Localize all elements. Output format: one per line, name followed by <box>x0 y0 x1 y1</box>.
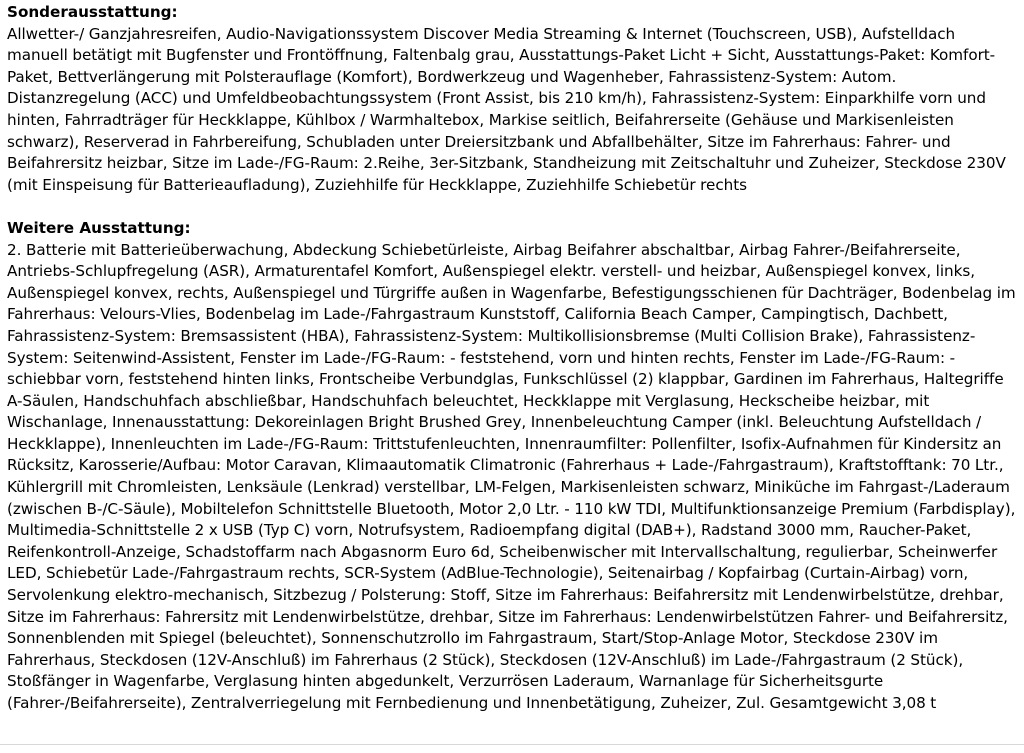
further-equipment-section <box>7 218 1017 715</box>
further-equipment-heading: Weitere Ausstattung: <box>7 218 191 237</box>
section-spacer <box>7 196 1017 218</box>
bottom-divider <box>0 744 1024 745</box>
special-equipment-section <box>7 2 1017 196</box>
further-equipment-list: 2. Batterie mit Batterieüberwachung, Abdeckung Schiebetürleiste, Airbag Beifahrer abschaltbar, Airbag Fahrer-/Beifahrerseite, Antriebs-Schlupfregelung (ASR), Armaturentafel Komfort, Außenspiegel elektr. verstell- und heizbar, Außenspiegel konvex, links, Außenspiegel konvex, rechts, Außenspiegel und Türgriffe außen in Wagenfarbe, Befestigungsschienen für Dachträger, Bodenbelag im Fahrerhaus: Velours-Vlies, Bodenbelag im Lade-/Fahrgastraum Kunststoff, California Beach Camper, Campingtisch, Dachbett, Fahrassistenz-System: Bremsassistent (HBA), Fahrassistenz-System: Multikollisionsbremse (Multi Collision Brake), Fahrassistenz-System: Seitenwind-Assistent, Fenster im Lade-/FG-Raum: - feststehend, vorn und hinten rechts, Fenster im Lade-/FG-Raum: - schiebbar vorn, feststehend hinten links, Frontscheibe Verbundglas, Funkschlüssel (2) klappbar, Gardinen im Fahrerhaus, Haltegriffe A-Säulen, Handschuhfach abschließbar, Handschuhfach beleuchtet, Heckklappe mit Verglasung, Heckscheibe heizbar, mit Wischanlage, Innenausstattung: Dekoreinlagen Bright Brushed Grey, Innenbeleuchtung Camper (inkl. Beleuchtung Aufstelldach / Heckklappe), Innenleuchten im Lade-/FG-Raum: Trittstufenleuchten, Innenraumfilter: Pollenfilter, Isofix-Aufnahmen für Kindersitz an Rücksitz, Karosserie/Aufbau: Motor Caravan, Klimaautomatik Climatronic (Fahrerhaus + Lade-/Fahrgastraum), Kraftstofftank: 70 Ltr., Kühlergrill mit Chromleisten, Lenksäule (Lenkrad) verstellbar, LM-Felgen, Markisenleisten schwarz, Miniküche im Fahrgast-/Laderaum (zwischen B-/C-Säule), Mobiltelefon Schnittstelle Bluetooth, Motor 2,0 Ltr. - 110 kW TDI, Multifunktionsanzeige Premium (Farbdisplay), Multimedia-Schnittstelle 2 x USB (Typ C) vorn, Notrufsystem, Radioempfang digital (DAB+), Radstand 3000 mm, Raucher-Paket, Reifenkontroll-Anzeige, Schadstoffarm nach Abgasnorm Euro 6d, Scheibenwischer mit Intervallschaltung, regulierbar, Scheinwerfer LED, Schiebetür Lade-/Fahrgastraum rechts, SCR-System (AdBlue-Technologie), Seitenairbag / Kopfairbag (Curtain-Airbag) vorn, Servolenkung elektro-mechanisch, Sitzbezug / Polsterung: Stoff, Sitze im Fahrerhaus: Beifahrersitz mit Lendenwirbelstütze, drehbar, Sitze im Fahrerhaus: Fahrersitz mit Lendenwirbelstütze, drehbar, Sitze im Fahrerhaus: Lendenwirbelstützen Fahrer- und Beifahrersitz, Sonnenblenden mit Spiegel (beleuchtet), Sonnenschutzrollo im Fahrgastraum, Start/Stop-Anlage Motor, Steckdose 230V im Fahrerhaus, Steckdosen (12V-Anschluß) im Fahrerhaus (2 Stück), Steckdosen (12V-Anschluß) im Lade-/Fahrgastraum (2 Stück), Stoßfänger in Wagenfarbe, Verglasung hinten abgedunkelt, Verzurrösen Laderaum, Warnanlage für Sicherheitsgurte (Fahrer-/Beifahrerseite), Zentralverriegelung mit Fernbedienung und Innenbetätigung, Zuheizer, Zul. Gesamtgewicht 3,08 t <box>7 240 1016 712</box>
special-equipment-heading: Sonderausstattung: <box>7 3 178 21</box>
special-equipment-list: Allwetter-/ Ganzjahresreifen, Audio-Navigationssystem Discover Media Streaming & Internet (Touchscreen, USB), Aufstelldach manuell betätigt mit Bugfenster und Frontöffnung, Faltenbalg grau, Ausstattungs-Paket Licht + Sicht, Ausstattungs-Paket: Komfort-Paket, Bettverlängerung mit Polsterauflage (Komfort), Bordwerkzeug und Wagenheber, Fahrassistenz-System: Autom. Distanzregelung (ACC) und Umfeldbeobachtungssystem (Front Assist, bis 210 km/h), Fahrassistenz-System: Einparkhilfe vorn und hinten, Fahrradträger für Heckklappe, Kühlbox / Warmhaltebox, Markise seitlich, Beifahrerseite (Gehäuse und Markisenleisten schwarz), Reserverad in Fahrbereifung, Schubladen unter Dreiersitzbank und Abfallbehälter, Sitze im Fahrerhaus: Fahrer- und Beifahrersitz heizbar, Sitze im Lade-/FG-Raum: 2.Reihe, 3er-Sitzbank, Standheizung mit Zeitschaltuhr und Zuheizer, Steckdose 230V (mit Einspeisung für Batterieaufladung), Zuziehhilfe für Heckklappe, Zuziehhilfe Schiebetür rechts <box>7 24 1006 194</box>
equipment-description <box>7 2 1017 715</box>
